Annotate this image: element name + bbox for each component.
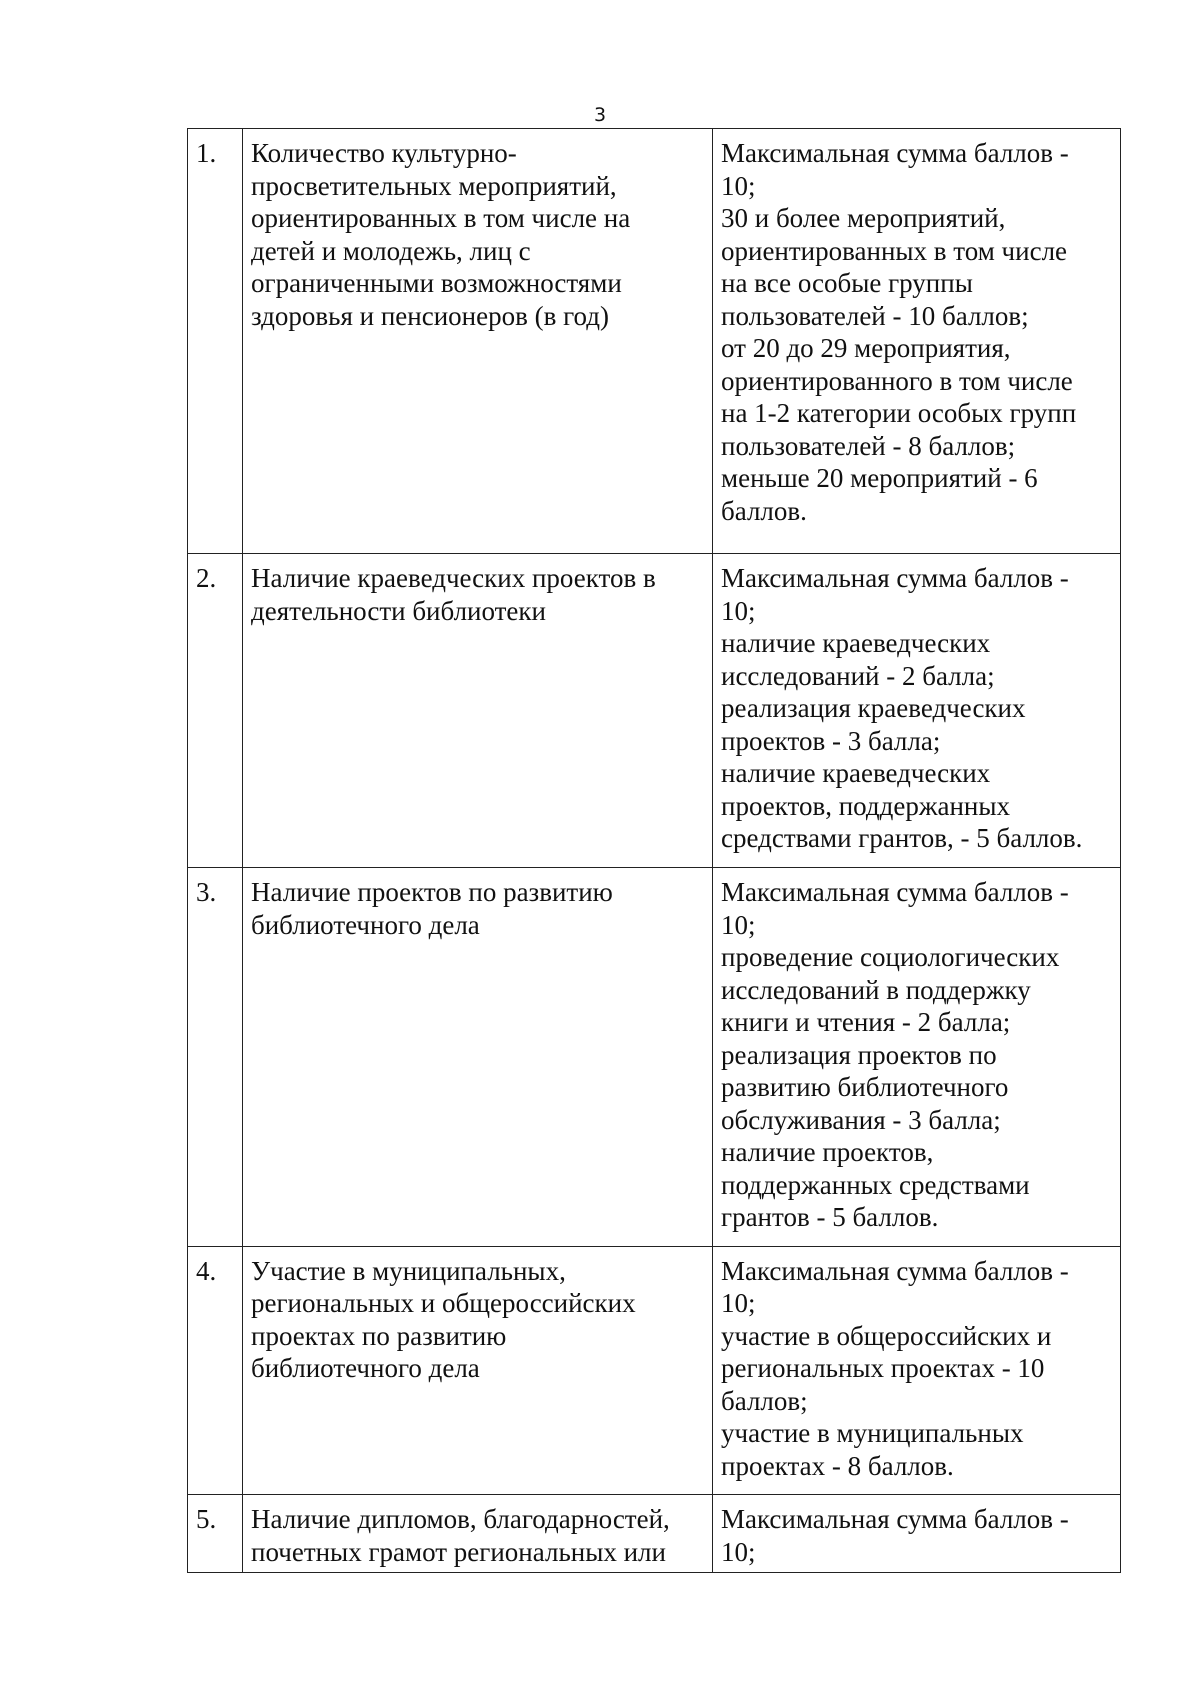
row-number: 1. [188,129,243,554]
text-line: проектов, поддержанных [721,790,1011,821]
text-line: проведение социологических [721,942,1060,972]
criterion-name [243,868,713,1247]
text-line: обслуживания - 3 балла; [721,1104,1001,1135]
text-line: региональных проектах - 10 [721,1353,1045,1383]
text-line: проектов - 3 балла; [721,725,941,756]
criteria-table [187,128,1121,1573]
text-line: исследований - 2 балла; [721,660,995,691]
text-line: Максимальная сумма баллов - [721,1504,1069,1534]
table-row [188,554,1121,868]
text-line: Наличие дипломов, благодарностей, [251,1504,670,1534]
text-line: развитию библиотечного [721,1072,1009,1102]
criterion-name [243,129,713,554]
criterion-score [713,554,1121,868]
text-line: библиотечного дела [251,1353,480,1383]
text-line: 10; [721,170,756,201]
text-line: Количество культурно- [251,138,517,168]
text-line: здоровья и пенсионеров (в год) [251,300,609,331]
text-line: Наличие краеведческих проектов в [251,563,656,593]
text-line: реализация проектов по [721,1039,997,1070]
text-line: баллов. [721,495,807,526]
text-line: детей и молодежь, лиц с [251,235,531,266]
text-line: проектах - 8 баллов. [721,1450,954,1481]
criteria-table-body [188,129,1121,1573]
text-line: меньше 20 мероприятий - 6 [721,463,1038,493]
text-line: 10; [721,1536,756,1567]
text-line: от 20 до 29 мероприятия, [721,333,1011,363]
text-line: средствами грантов, - 5 баллов. [721,823,1083,853]
criterion-score [713,129,1121,554]
criterion-score [713,1495,1121,1573]
text-line: пользователей - 10 баллов; [721,300,1029,331]
text-line: ориентированного в том числе [721,365,1073,396]
text-line: региональных и общероссийских [251,1288,636,1318]
text-line: ориентированных в том числе [721,235,1068,266]
table-row [188,1246,1121,1495]
text-line: ориентированных в том числе на [251,203,631,233]
table-row [188,1495,1121,1573]
row-number: 3. [188,868,243,1247]
page-number: 3 [593,104,607,126]
table-row [188,129,1121,554]
criterion-score [713,1246,1121,1495]
row-number: 5. [188,1495,243,1573]
text-line: почетных грамот региональных или [251,1536,666,1567]
text-line: 10; [721,595,756,626]
row-number: 2. [188,554,243,868]
text-line: грантов - 5 баллов. [721,1202,939,1232]
text-line: книги и чтения - 2 балла; [721,1007,1011,1037]
text-line: участие в общероссийских и [721,1320,1052,1351]
text-line: пользователей - 8 баллов; [721,430,1016,461]
text-line: проектах по развитию [251,1320,507,1351]
text-line: библиотечного дела [251,909,480,940]
text-line: Наличие проектов по развитию [251,877,613,907]
text-line: 10; [721,1288,756,1318]
text-line: деятельности библиотеки [251,595,546,626]
text-line: Участие в муниципальных, [251,1255,566,1286]
criterion-name [243,554,713,868]
text-line: поддержанных средствами [721,1169,1030,1200]
row-number: 4. [188,1246,243,1495]
text-line: на 1-2 категории особых групп [721,398,1077,428]
text-line: 10; [721,909,756,940]
text-line: баллов; [721,1385,808,1416]
text-line: ограниченными возможностями [251,268,622,298]
text-line: наличие краеведческих [721,758,991,788]
text-line: наличие краеведческих [721,628,991,658]
criterion-score [713,868,1121,1247]
text-line: на все особые группы [721,268,973,298]
text-line: наличие проектов, [721,1137,934,1167]
text-line: 30 и более мероприятий, [721,203,1006,233]
table-row [188,868,1121,1247]
text-line: Максимальная сумма баллов - [721,563,1069,593]
text-line: Максимальная сумма баллов - [721,1255,1069,1286]
criterion-name [243,1246,713,1495]
text-line: исследований в поддержку [721,974,1031,1005]
text-line: участие в муниципальных [721,1418,1024,1448]
text-line: Максимальная сумма баллов - [721,138,1069,168]
text-line: просветительных мероприятий, [251,170,617,201]
criterion-name [243,1495,713,1573]
text-line: реализация краеведческих [721,693,1026,723]
text-line: Максимальная сумма баллов - [721,877,1069,907]
